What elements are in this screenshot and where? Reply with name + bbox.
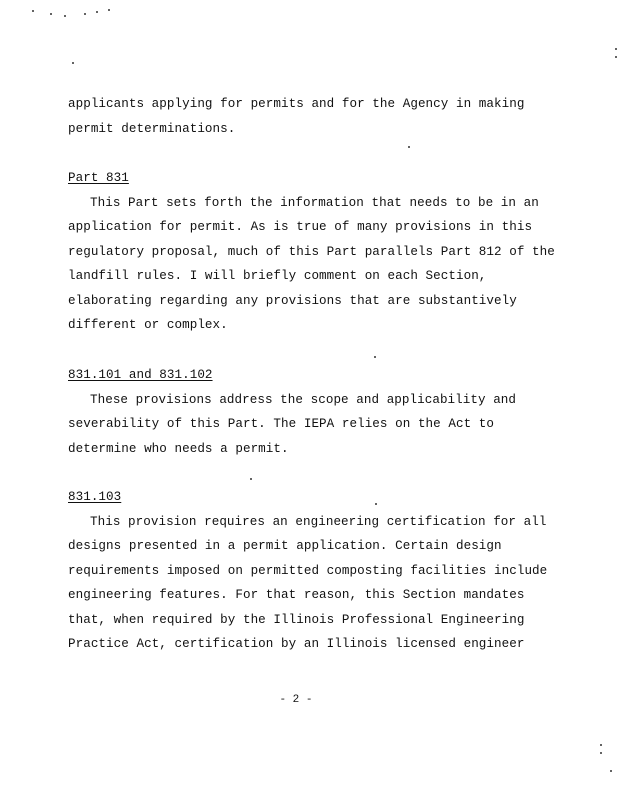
text-line: Practice Act, certification by an Illinois licensed engineer	[68, 637, 525, 651]
scan-speck	[610, 770, 612, 772]
text-line: These provisions address the scope and applicability and	[90, 392, 517, 407]
text-line: determine who needs a permit.	[68, 441, 289, 456]
section-heading: 831.101 and 831.102	[68, 368, 213, 382]
scan-speck	[600, 744, 602, 746]
scan-speck	[615, 56, 617, 58]
scan-speck	[84, 13, 86, 15]
page-number: - 2 -	[279, 694, 313, 706]
scan-speck	[72, 62, 74, 64]
scan-speck	[32, 10, 34, 12]
scan-speck	[615, 48, 617, 50]
scan-speck	[408, 146, 410, 148]
section-831-101-102	[68, 363, 568, 461]
section-heading: Part 831	[68, 171, 129, 185]
scan-speck	[250, 478, 252, 480]
scan-speck	[64, 15, 66, 17]
text-line: elaborating regarding any provisions that are substantively	[68, 293, 517, 308]
scan-speck	[50, 13, 52, 15]
text-line: regulatory proposal, much of this Part parallels Part 812 of the	[68, 244, 555, 259]
text-line: severability of this Part. The IEPA relies on the Act to	[68, 417, 495, 431]
text-line: that, when required by the Illinois Professional Engineering	[68, 612, 525, 627]
section-part-831	[68, 166, 568, 338]
text-line: designs presented in a permit application. Certain design	[68, 539, 502, 553]
section-heading: 831.103	[68, 490, 122, 504]
scan-speck	[374, 356, 376, 358]
text-line: landfill rules. I will briefly comment on each Section,	[68, 269, 487, 283]
text-line: engineering features. For that reason, this Section mandates	[68, 588, 525, 602]
text-line: permit determinations.	[68, 121, 236, 136]
text-line: applicants applying for permits and for the Agency in making	[68, 97, 525, 111]
scan-speck	[600, 752, 602, 754]
section-831-103	[68, 485, 568, 657]
continuation-paragraph	[68, 92, 568, 141]
text-line: This provision requires an engineering certification for all	[90, 514, 547, 529]
scan-speck	[108, 9, 110, 11]
text-line: requirements imposed on permitted composting facilities include	[68, 563, 548, 578]
text-line: different or complex.	[68, 318, 228, 332]
text-line: application for permit. As is true of many provisions in this	[68, 220, 533, 234]
text-line: This Part sets forth the information that needs to be in an	[90, 195, 539, 210]
scan-speck	[96, 11, 98, 13]
